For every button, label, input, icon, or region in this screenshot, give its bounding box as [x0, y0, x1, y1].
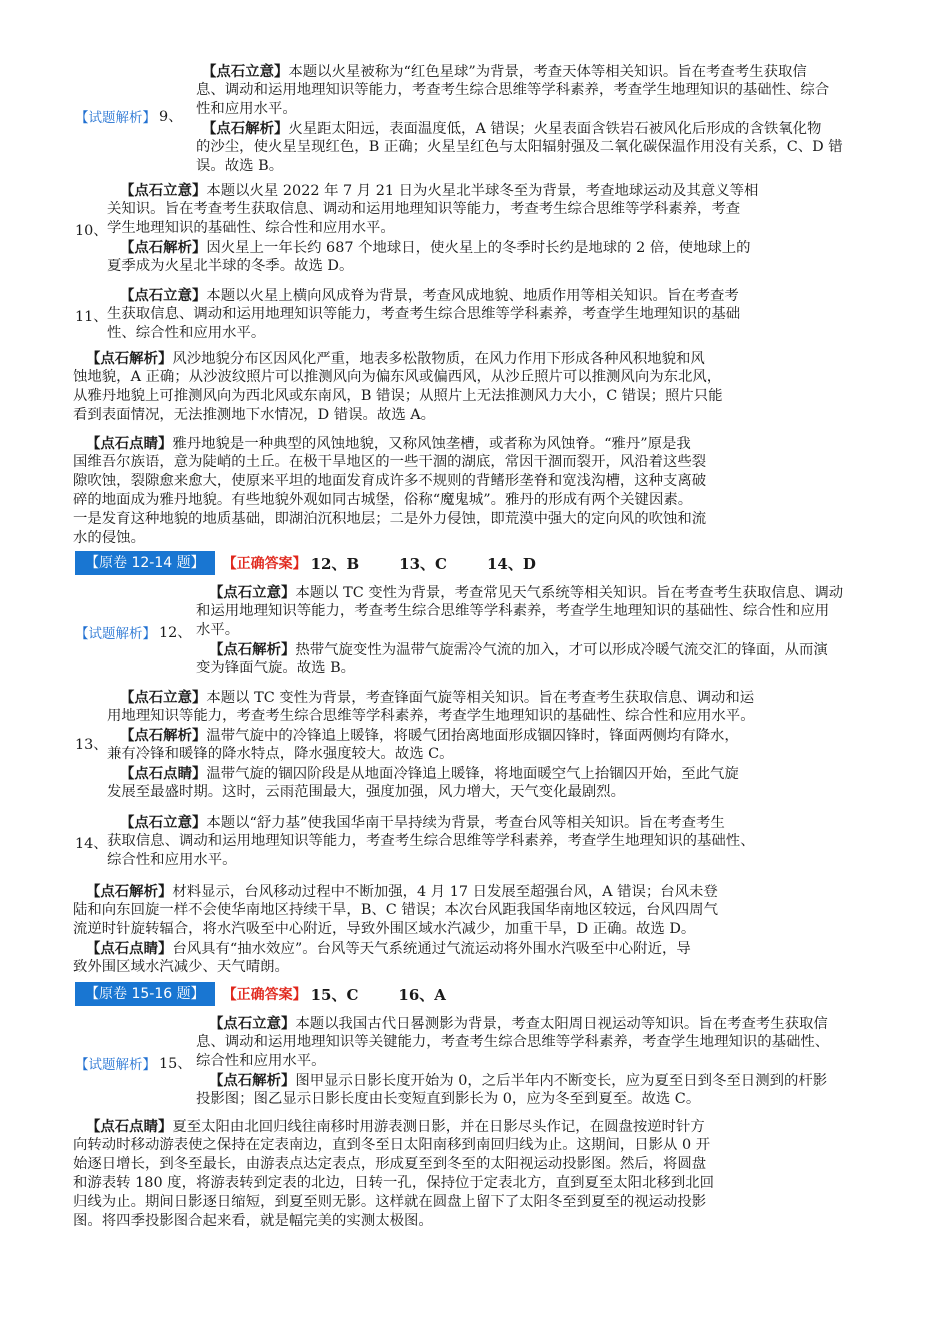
text-line: 流逆时针旋转辐合，将水汽吸至中心附近，导致外围区域水汽减少，加重干旱，D 正确。故选 D。 — [73, 921, 696, 937]
answer-item: 13、C — [399, 554, 447, 573]
section-tag: 【点石点睛】 — [86, 940, 173, 957]
text-line: 【点石点睛】雅丹地貌是一种典型的风蚀地貌，又称风蚀垄槽，或者称为风蚀脊。“雅丹”原是我 — [86, 435, 691, 452]
answer-bar — [75, 982, 446, 1006]
analysis-label: 【试题解析】 — [75, 626, 156, 642]
text-line: 和运用地理知识等能力，考查考生综合思维等学科素养，考查学生地理知识的基础性、综合性和应用 — [196, 603, 830, 619]
text-line: 获取信息、调动和运用地理知识等能力，考查考生综合思维等学科素养，考查学生地理知识的基础性、 — [107, 833, 755, 849]
text-line: 【点石立意】本题以 TC 变性为背景，考查锋面气旋等相关知识。旨在考查考生获取信息、调动和运 — [120, 689, 755, 706]
text-line: 图。将四季投影图合起来看，就是幅完美的实测太极图。 — [73, 1213, 433, 1229]
section-tag: 【点石解析】 — [120, 727, 207, 744]
text-line: 【点石解析】材料显示，台风移动过程中不断加强，4 月 17 日发展至超强台风，A 错误；台风未登 — [86, 883, 718, 900]
section-tag: 【点石解析】 — [120, 239, 207, 256]
text-line: 生获取信息、调动和运用地理知识等能力，考查考生综合思维等学科素养，考查学生地理知识的基础 — [107, 306, 741, 322]
question-number: 12、 — [159, 625, 192, 641]
text-line: 综合性和应用水平。 — [107, 852, 237, 868]
question-number: 14、 — [75, 836, 108, 852]
text-line: 性、综合性和应用水平。 — [107, 325, 266, 341]
answer-item: 15、C — [310, 985, 359, 1004]
analysis-label: 【试题解析】 — [75, 1057, 156, 1073]
text-line: 【点石立意】本题以火星 2022 年 7 月 21 日为火星北半球冬至为背景，考查地球运动及其意义等相 — [120, 182, 759, 199]
question-number: 13、 — [75, 737, 108, 753]
text-line: 夏季成为火星北半球的冬季。故选 D。 — [107, 258, 354, 274]
answer-item: 16、A — [398, 985, 446, 1004]
text-line: 学生地理知识的基础性、综合性和应用水平。 — [107, 220, 395, 236]
text-line: 【点石点睛】夏至太阳由北回归线往南移时用游表测日影，并在日影尽头作记，在圆盘按逆时针方 — [86, 1118, 705, 1135]
text-line: 水的侵蚀。 — [73, 530, 145, 546]
text-line: 【点石解析】热带气旋变性为温带气旋需冷气流的加入，才可以形成冷暖气流交汇的锋面，从而演 — [209, 641, 828, 658]
section-tag: 【点石解析】 — [202, 120, 289, 137]
text-line: 国维吾尔族语，意为陡峭的土丘。在极干旱地区的一些干涸的湖底，常因干涸而裂开，风沿着这些裂 — [73, 454, 707, 470]
question-number: 9、 — [159, 109, 183, 125]
text-line: 的沙尘，使火星呈现红色，B 正确；火星呈红色与太阳辐射强及二氧化碳保温作用没有关系，C、D 错 — [196, 139, 843, 155]
question-number: 15、 — [159, 1056, 192, 1072]
text-line: 碎的地面成为雅丹地貌。有些地貌外观如同古城堡，俗称“魔鬼城”。雅丹的形成有两个关键因素。 — [73, 492, 693, 508]
section-tag: 【点石立意】 — [120, 689, 207, 706]
section-tag: 【点石立意】 — [202, 63, 289, 80]
text-line: 【点石点睛】台风具有“抽水效应”。台风等天气系统通过气流运动将外围水汽吸至中心附近，导 — [86, 940, 691, 957]
text-line: 从雅丹地貌上可推测风向为西北风或东南风，B 错误；从照片上无法推测风力大小，C 错误；照片只能 — [73, 388, 723, 404]
section-tag: 【点石立意】 — [120, 814, 207, 831]
text-line: 关知识。旨在考查考生获取信息、调动和运用地理知识等能力，考查考生综合思维等学科素养，考查 — [107, 201, 741, 217]
text-line: 始逐日增长，到冬至最长，由游表点达定表点，形成夏至到冬至的太阳视运动投影图。然后，将圆盘 — [73, 1156, 707, 1172]
text-line: 性和应用水平。 — [196, 101, 297, 117]
correct-answer-tag: 【正确答案】 — [222, 987, 307, 1003]
text-line: 致外围区域水汽减少、天气晴朗。 — [73, 959, 289, 975]
text-line: 【点石立意】本题以“舒力基”使我国华南干旱持续为背景，考查台风等相关知识。旨在考查考生 — [120, 814, 725, 831]
text-line: 【点石立意】本题以 TC 变性为背景，考查常见天气系统等相关知识。旨在考查考生获取信息、调动 — [209, 584, 844, 601]
section-tag: 【点石点睛】 — [86, 1118, 173, 1135]
text-line: 看到表面情况，无法推测地下水情况，D 错误。故选 A。 — [73, 407, 436, 423]
text-line: 【点石解析】图甲显示日影长度开始为 0，之后半年内不断变长，应为夏至日到冬至日测到的杆影 — [209, 1072, 828, 1089]
section-tag: 【点石解析】 — [209, 641, 296, 658]
text-line: 变为锋面气旋。故选 B。 — [196, 660, 356, 676]
text-line: 一是发育这种地貌的地质基础，即湖泊沉积地层；二是外力侵蚀，即荒漠中强大的定向风的吹蚀和流 — [73, 511, 707, 527]
text-line: 息、调动和运用地理知识等能力，考查考生综合思维等学科素养，考查学生地理知识的基础性、综合 — [196, 82, 830, 98]
text-line: 【点石解析】火星距太阳远，表面温度低，A 错误；火星表面含铁岩石被风化后形成的含铁氧化物 — [202, 120, 822, 137]
text-line: 【点石立意】本题以火星上横向风成脊为背景，考查风成地貌、地质作用等相关知识。旨在考查考 — [120, 287, 739, 304]
text-line: 投影图；图乙显示日影长度由长变短直到影长为 0，应为冬至到夏至。故选 C。 — [196, 1091, 701, 1107]
section-tag: 【点石立意】 — [120, 287, 207, 304]
text-line: 发展至最盛时期。这时，云雨范围最大，强度加强，风力增大，天气变化最剧烈。 — [107, 784, 626, 800]
text-line: 水平。 — [196, 622, 240, 638]
text-line: 息、调动和运用地理知识等关键能力，考查考生综合思维等学科素养，考查学生地理知识的基础性、 — [196, 1034, 830, 1050]
question-number: 10、 — [75, 223, 108, 239]
answer-item: 14、D — [486, 554, 536, 573]
text-line: 【点石解析】风沙地貌分布区因风化严重，地表多松散物质，在风力作用下形成各种风积地貌和风 — [86, 350, 705, 367]
text-line: 用地理知识等能力，考查考生综合思维等学科素养，考查学生地理知识的基础性、综合性和应用水平。 — [107, 708, 755, 724]
analysis-label: 【试题解析】 — [75, 110, 156, 126]
section-tag: 【点石点睛】 — [86, 435, 173, 452]
text-line: 【点石点睛】温带气旋的锢囚阶段是从地面冷锋追上暖锋，将地面暖空气上抬锢囚开始，至此气旋 — [120, 765, 739, 782]
original-question-tag: 【原卷 12-14 题】 — [75, 551, 215, 575]
answer-bar — [75, 551, 536, 575]
text-line: 兼有冷锋和暖锋的降水特点，降水强度较大。故选 C。 — [107, 746, 454, 762]
answer-item: 12、B — [310, 554, 360, 573]
text-line: 误。故选 B。 — [196, 158, 284, 174]
text-line: 蚀地貌，A 正确；从沙波纹照片可以推测风向为偏东风或偏西风，从沙丘照片可以推测风向为东北风， — [73, 369, 722, 385]
text-line: 向转动时移动游表使之保持在定表南边，直到冬至日太阳南移到南回归线为止。这期间，日影从 0 开 — [73, 1137, 711, 1153]
text-line: 【点石解析】因火星上一年长约 687 个地球日，使火星上的冬季时长约是地球的 2 倍，使地球上的 — [120, 239, 751, 256]
section-tag: 【点石解析】 — [86, 883, 173, 900]
section-tag: 【点石解析】 — [209, 1072, 296, 1089]
section-tag: 【点石立意】 — [209, 584, 296, 601]
correct-answer-tag: 【正确答案】 — [222, 556, 307, 572]
text-line: 【点石立意】本题以我国古代日晷测影为背景，考查太阳周日视运动等知识。旨在考查考生获取信 — [209, 1015, 828, 1032]
section-tag: 【点石点睛】 — [120, 765, 207, 782]
question-number: 11、 — [75, 309, 108, 325]
text-line: 综合性和应用水平。 — [196, 1053, 326, 1069]
text-line: 和游表转 180 度，将游表转到定表的北边，日转一孔，保持位于定表北方，直到夏至太阳北移到北回 — [73, 1175, 715, 1191]
section-tag: 【点石立意】 — [120, 182, 207, 199]
original-question-tag: 【原卷 15-16 题】 — [75, 982, 215, 1006]
answer-items — [311, 984, 446, 1005]
text-line: 【点石解析】温带气旋中的冷锋追上暖锋，将暖气团抬离地面形成锢囚锋时，锋面两侧均有降水， — [120, 727, 739, 744]
text-line: 陆和向东回旋一样不会使华南地区持续干旱，B、C 错误；本次台风距我国华南地区较远，台风四周气 — [73, 902, 718, 918]
text-line: 隙吹蚀，裂隙愈来愈大，使原来平坦的地面发育成许多不规则的背鳍形垄脊和宽浅沟槽，这种支离破 — [73, 473, 707, 489]
section-tag: 【点石立意】 — [209, 1015, 296, 1032]
text-line: 归线为止。期间日影逐日缩短，到夏至则无影。这样就在圆盘上留下了太阳冬至到夏至的视运动投影 — [73, 1194, 707, 1210]
section-tag: 【点石解析】 — [86, 350, 173, 367]
text-line: 【点石立意】本题以火星被称为“红色星球”为背景，考查天体等相关知识。旨在考查考生获取信 — [202, 63, 807, 80]
answer-items — [311, 553, 536, 574]
